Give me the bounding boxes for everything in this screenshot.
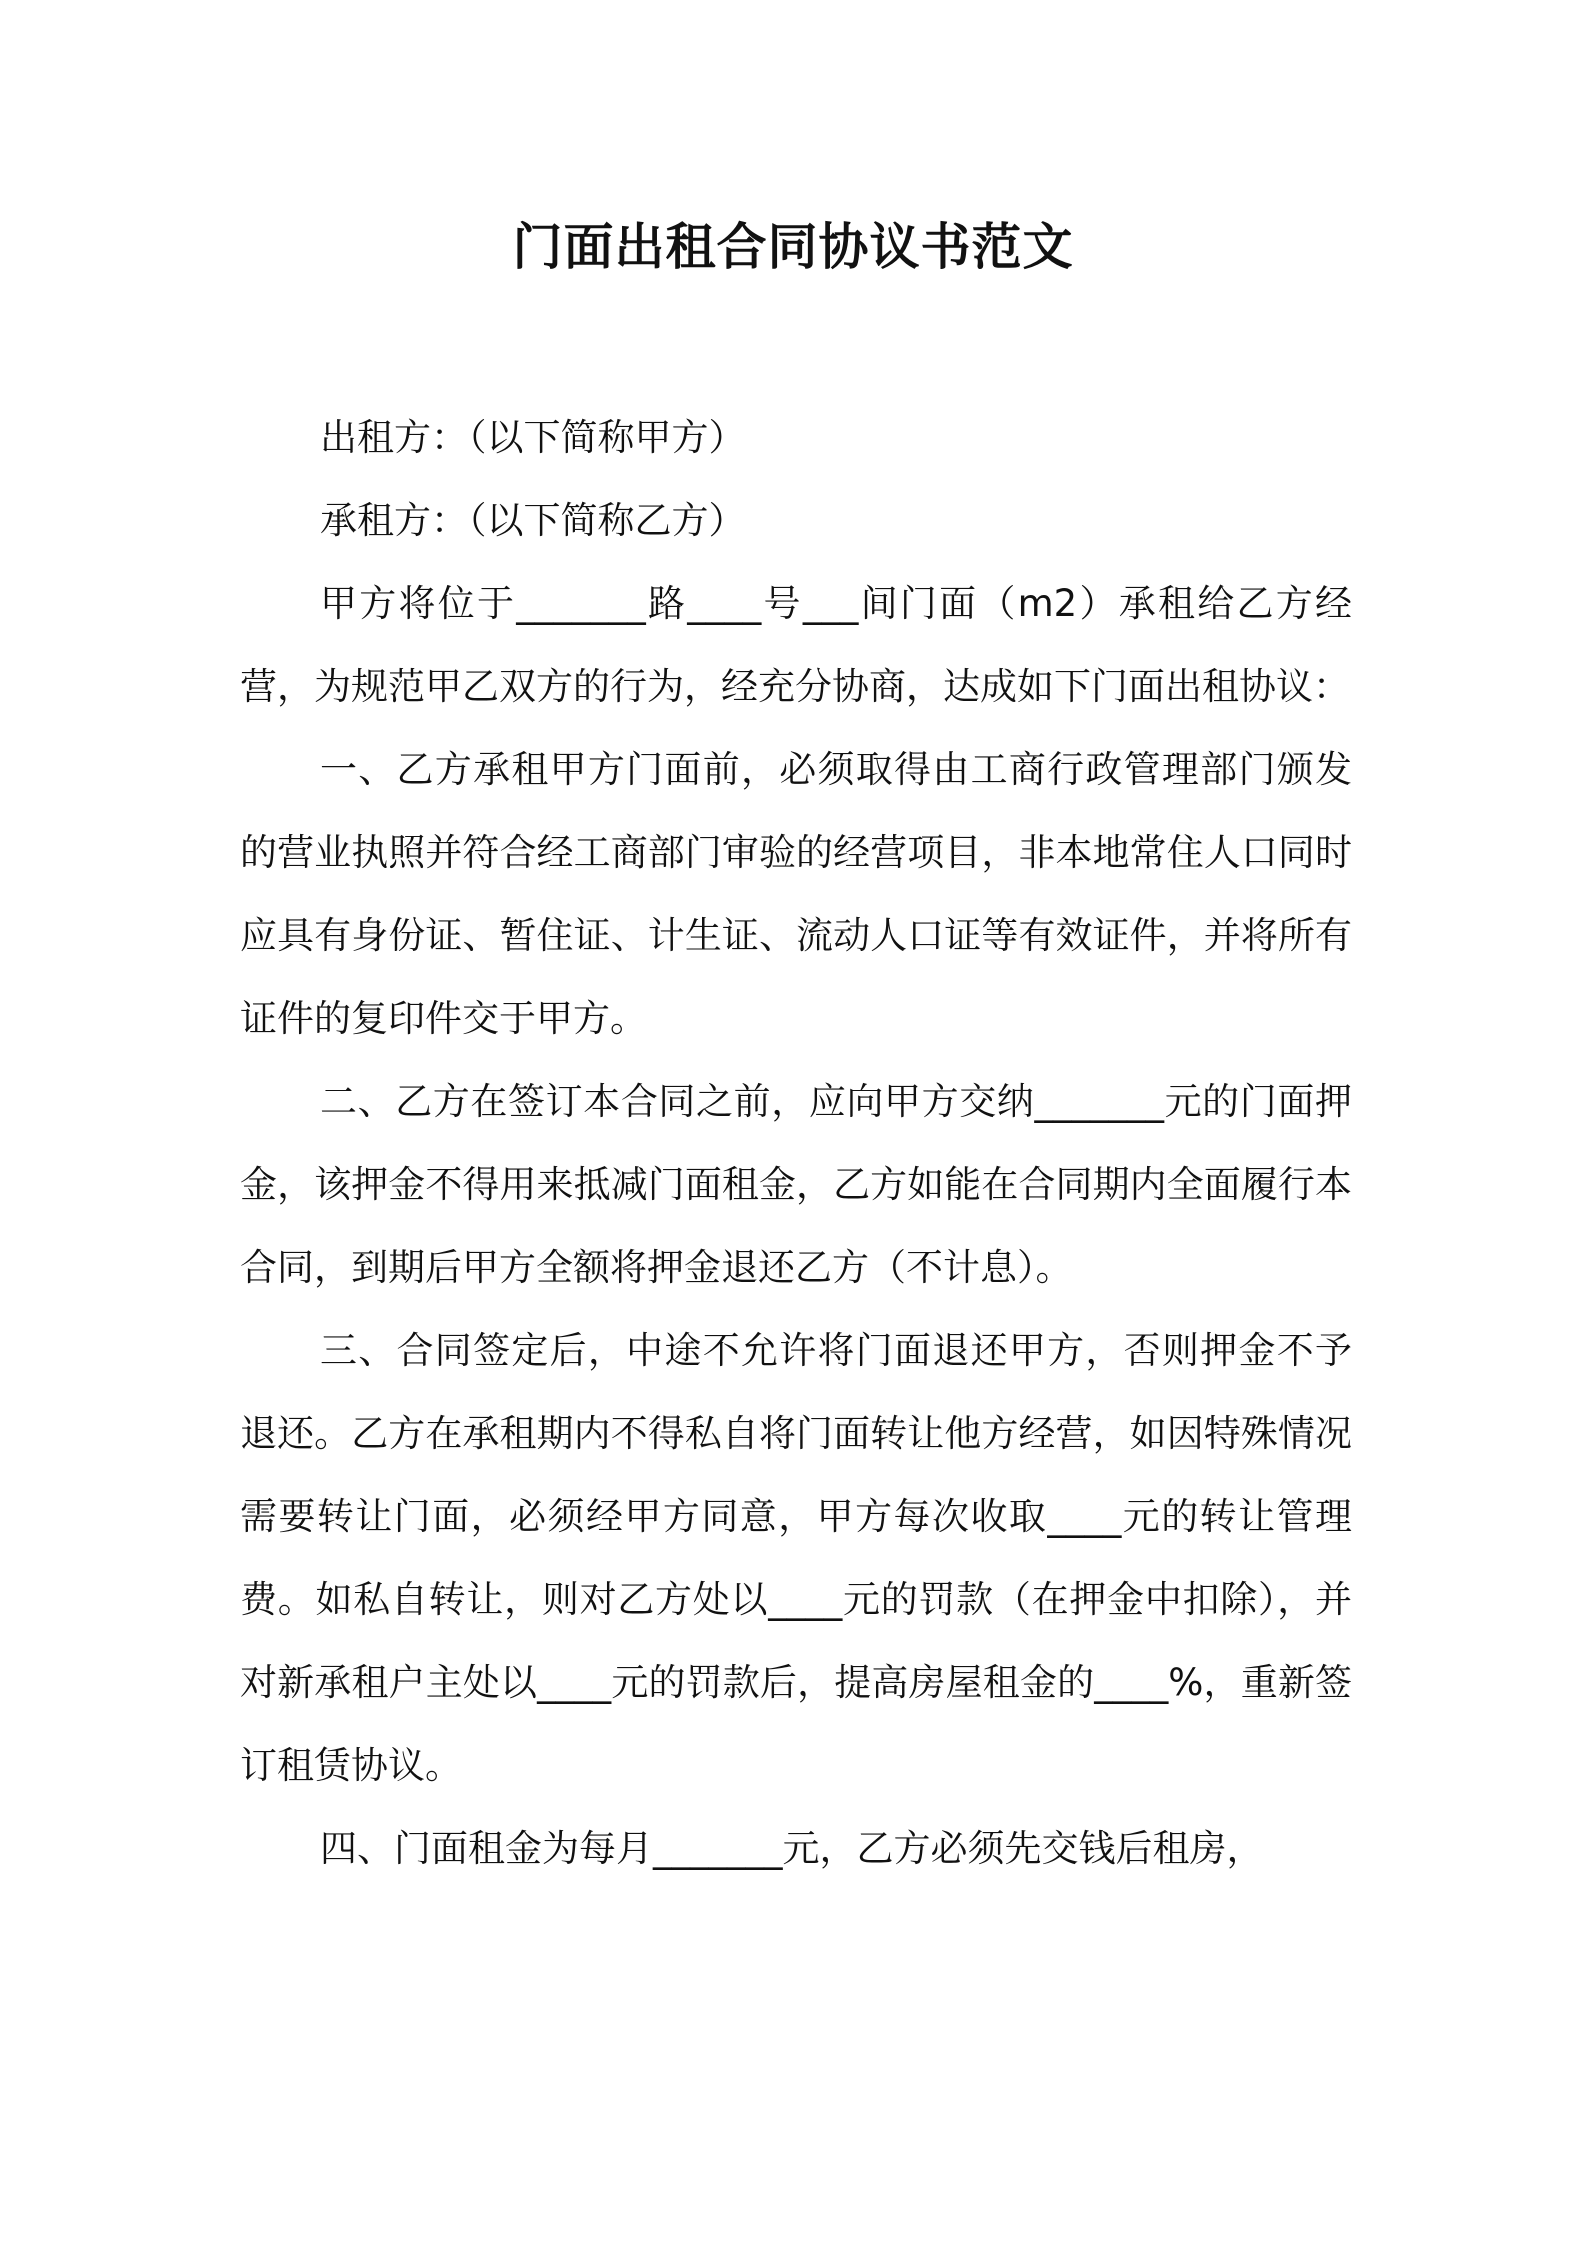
paragraph-lessor: 出租方：（以下简称甲方） [320, 416, 746, 459]
paragraph-clause-4: 四、门面租金为每月_______元，乙方必须先交钱后租房， [320, 1827, 1264, 1870]
paragraph-clause-2: 二、乙方在签订本合同之前，应向甲方交纳_______元的门面押金，该押金不得用来抵减门面租金，乙方如能在合同期内全面履行本合同，到期后甲方全额将押金退还乙方（不计息）。 [240, 1080, 1352, 1289]
paragraph-intro: 甲方将位于_______路____号___间门面（m2）承租给乙方经营，为规范甲乙双方的行为，经充分协商，达成如下门面出租协议： [240, 582, 1352, 708]
document-body [240, 396, 1352, 1890]
paragraph-clause-3: 三、合同签定后，中途不允许将门面退还甲方，否则押金不予退还。乙方在承租期内不得私自将门面转让他方经营，如因特殊情况需要转让门面，必须经甲方同意，甲方每次收取____元的转让管理费。如私自转让，则对乙方处以____元的罚款（在押金中扣除），并对新承租户主处以____元的罚款后，提高房屋租金的____%，重新签订租赁协议。 [240, 1329, 1352, 1787]
paragraph-lessee: 承租方：（以下简称乙方） [320, 499, 746, 542]
document-title: 门面出租合同协议书范文 [512, 218, 1074, 276]
paragraph-clause-1: 一、乙方承租甲方门面前，必须取得由工商行政管理部门颁发的营业执照并符合经工商部门审验的经营项目，非本地常住人口同时应具有身份证、暂住证、计生证、流动人口证等有效证件，并将所有证件的复印件交于甲方。 [240, 748, 1352, 1040]
